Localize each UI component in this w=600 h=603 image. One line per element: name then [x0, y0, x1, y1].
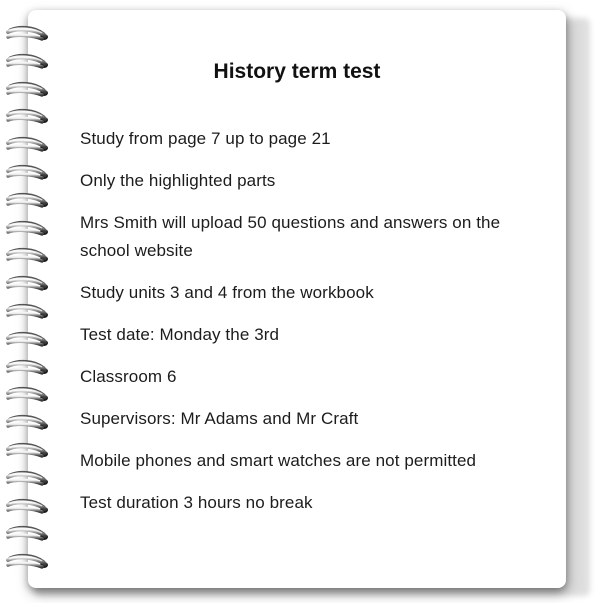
spiral-ring-icon	[4, 413, 54, 433]
spiral-ring-icon	[4, 441, 54, 461]
spiral-ring-icon	[4, 552, 54, 572]
spiral-ring-icon	[4, 24, 54, 44]
spiral-ring-icon	[4, 135, 54, 155]
notes-list	[80, 125, 530, 531]
list-item: Classroom 6	[80, 367, 177, 386]
spiral-ring-icon	[4, 274, 54, 294]
spiral-ring-icon	[4, 385, 54, 405]
spiral-ring-icon	[4, 524, 54, 544]
spiral-ring-icon	[4, 469, 54, 489]
page-title: History term test	[213, 60, 381, 83]
spiral-ring-icon	[4, 191, 54, 211]
list-item: Test date: Monday the 3rd	[80, 325, 280, 344]
list-item: Supervisors: Mr Adams and Mr Craft	[80, 409, 359, 428]
list-item: Study from page 7 up to page 21	[80, 129, 331, 148]
spiral-ring-icon	[4, 497, 54, 517]
spiral-ring-icon	[4, 219, 54, 239]
list-item: Mrs Smith will upload 50 questions and answers on the school website	[80, 213, 501, 260]
spiral-ring-icon	[4, 358, 54, 378]
spiral-ring-icon	[4, 163, 54, 183]
list-item: Test duration 3 hours no break	[80, 493, 313, 512]
spiral-ring-icon	[4, 246, 54, 266]
spiral-ring-icon	[4, 107, 54, 127]
spiral-ring-icon	[4, 330, 54, 350]
list-item: Only the highlighted parts	[80, 171, 276, 190]
list-item: Study units 3 and 4 from the workbook	[80, 283, 374, 302]
list-item: Mobile phones and smart watches are not permitted	[80, 451, 477, 470]
spiral-ring-icon	[4, 302, 54, 322]
spiral-binding	[0, 24, 56, 584]
